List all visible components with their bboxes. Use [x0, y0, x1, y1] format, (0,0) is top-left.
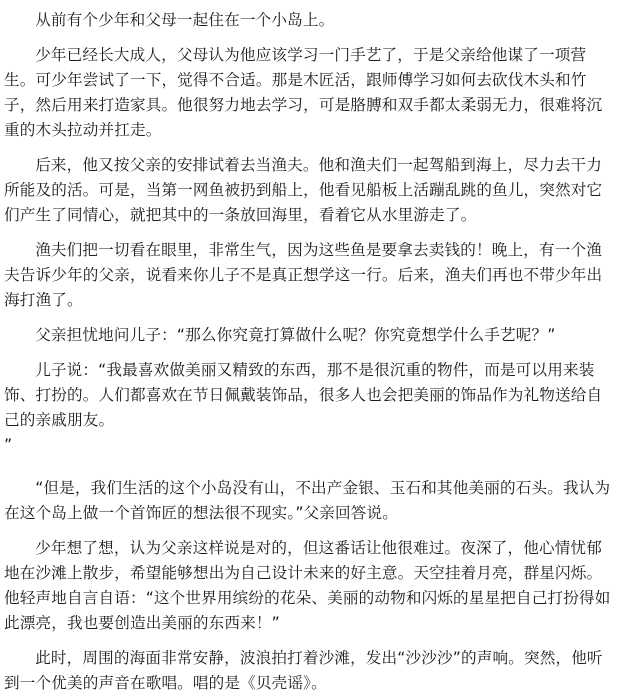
paragraph-2: 少年已经长大成人，父母认为他应该学习一门手艺了，于是父亲给他谋了一项营生。可少年尝试了一下，觉得不合适。那是木匠活，跟师傅学习如何去砍伐木头和竹子，然后用来打造家具。他很努力地去学习，可是胳膊和双手都太柔弱无力，很难将沉重的木头拉动并扛走。	[4, 46, 603, 139]
paragraph-6: 儿子说：“我最喜欢做美丽又精致的东西，那不是很沉重的物件，而是可以用来装饰、打扮的。人们都喜欢在节日佩戴装饰品，很多人也会把美丽的饰品作为礼物送给自己的亲戚朋友。 ”	[4, 361, 603, 454]
paragraph-8: 少年想了想，认为父亲这样说是对的，但这番话让他很难过。夜深了，他心情忧郁地在沙滩上散步，希望能够想出为自己设计未来的好主意。天空挂着月亮，群星闪烁。他轻声地自言自语：“这个世界用缤纷的花朵、美丽的动物和闪烁的星星把自己打扮得如此漂亮，我也要创造出美丽的东西来！”	[4, 539, 611, 632]
paragraph-9: 此时，周围的海面非常安静，波浪拍打着沙滩，发出“沙沙沙”的声响。突然，他听到一个优美的声音在歌唱。唱的是《贝壳谣》。	[4, 649, 603, 692]
paragraph-7: “但是，我们生活的这个小岛没有山，不出产金银、玉石和其他美丽的石头。我认为在这个岛上做一个首饰匠的想法很不现实。”父亲回答说。	[4, 479, 611, 522]
paragraph-3: 后来，他又按父亲的安排试着去当渔夫。他和渔夫们一起驾船到海上，尽力去干力所能及的活。可是，当第一网鱼被扔到船上，他看见船板上活蹦乱跳的鱼儿，突然对它们产生了同情心，就把其中的一条放回海里，看着它从水里游走了。	[4, 156, 603, 224]
paragraph-5: 父亲担忧地问儿子：“那么你究竟打算做什么呢？你究竟想学什么手艺呢？”	[35, 326, 556, 344]
paragraph-1: 从前有个少年和父母一起住在一个小岛上。	[35, 11, 335, 29]
paragraph-4: 渔夫们把一切看在眼里，非常生气，因为这些鱼是要拿去卖钱的！晚上，有一个渔夫告诉少年的父亲，说看来你儿子不是真正想学这一行。后来，渔夫们再也不带少年出海打渔了。	[4, 241, 603, 309]
